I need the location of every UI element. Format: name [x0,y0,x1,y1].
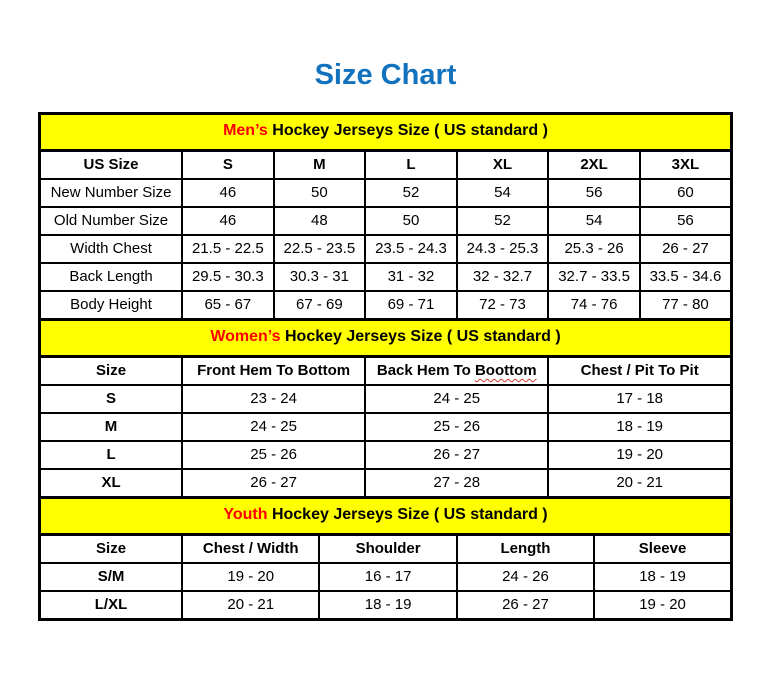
mens-row-1-cell-6: 56 [640,207,732,235]
mens-row-4-cell-6: 77 - 80 [640,291,732,320]
mens-row-1-cell-4: 52 [457,207,549,235]
womens-row-1-label: M [40,413,183,441]
womens-col-header-1: Front Hem To Bottom [182,356,365,385]
mens-row-0-cell-5: 56 [548,179,640,207]
mens-row-3-cell-1: 29.5 - 30.3 [182,263,274,291]
mens-row-4-cell-3: 69 - 71 [365,291,457,320]
youth-section-band [40,497,732,534]
youth-col-header-4: Sleeve [594,534,731,563]
womens-col-header-0: Size [40,356,183,385]
youth-row-1-cell-4: 19 - 20 [594,591,731,620]
youth-row-0-label: S/M [40,563,183,591]
mens-row-2-cell-5: 25.3 - 26 [548,235,640,263]
youth-col-header-3: Length [457,534,594,563]
youth-section-title [40,497,732,534]
womens-row-1 [40,413,732,441]
womens-section-title-highlight: Women’s [210,328,281,346]
womens-row-3-label: XL [40,469,183,498]
youth-row-1-label: L/XL [40,591,183,620]
youth-row-0 [40,563,732,591]
mens-section-title-rest: Hockey Jerseys Size ( US standard ) [267,122,548,140]
youth-col-header-1: Chest / Width [182,534,319,563]
mens-row-4-cell-4: 72 - 73 [457,291,549,320]
womens-col-header-3: Chest / Pit To Pit [548,356,731,385]
womens-row-3-cell-2: 27 - 28 [365,469,548,498]
mens-row-2-cell-4: 24.3 - 25.3 [457,235,549,263]
mens-col-header-3: L [365,150,457,179]
mens-table-body [40,179,732,320]
mens-section-band [40,113,732,150]
mens-size-table [38,112,733,321]
mens-row-1-cell-2: 48 [274,207,366,235]
youth-row-1 [40,591,732,620]
womens-row-1-cell-3: 18 - 19 [548,413,731,441]
mens-row-4-label: Body Height [40,291,183,320]
youth-row-0-cell-4: 18 - 19 [594,563,731,591]
mens-col-header-2: M [274,150,366,179]
mens-row-3-label: Back Length [40,263,183,291]
youth-col-header-0: Size [40,534,183,563]
mens-section-title [40,113,732,150]
youth-row-0-cell-1: 19 - 20 [182,563,319,591]
womens-row-0-label: S [40,385,183,413]
mens-row-0-label: New Number Size [40,179,183,207]
womens-row-2 [40,441,732,469]
womens-row-2-cell-1: 25 - 26 [182,441,365,469]
womens-row-1-cell-2: 25 - 26 [365,413,548,441]
womens-row-0-cell-3: 17 - 18 [548,385,731,413]
mens-row-2 [40,235,732,263]
womens-column-header-row [40,356,732,385]
mens-row-3-cell-5: 32.7 - 33.5 [548,263,640,291]
mens-row-3 [40,263,732,291]
youth-row-1-cell-3: 26 - 27 [457,591,594,620]
youth-row-1-cell-1: 20 - 21 [182,591,319,620]
womens-row-3 [40,469,732,498]
mens-section-title-highlight: Men’s [223,122,268,140]
misspelled-word: Boottom [474,362,537,380]
youth-section-title-highlight: Youth [223,506,268,524]
mens-row-2-cell-2: 22.5 - 23.5 [274,235,366,263]
mens-row-0-cell-1: 46 [182,179,274,207]
mens-row-3-cell-4: 32 - 32.7 [457,263,549,291]
mens-col-header-4: XL [457,150,549,179]
youth-row-1-cell-2: 18 - 19 [319,591,456,620]
mens-row-3-cell-2: 30.3 - 31 [274,263,366,291]
mens-row-1 [40,207,732,235]
womens-size-table [38,318,733,499]
womens-row-2-label: L [40,441,183,469]
mens-row-0-cell-3: 52 [365,179,457,207]
youth-row-0-cell-2: 16 - 17 [319,563,456,591]
mens-row-2-cell-3: 23.5 - 24.3 [365,235,457,263]
mens-col-header-5: 2XL [548,150,640,179]
womens-row-0-cell-2: 24 - 25 [365,385,548,413]
page-title: Size Chart [314,59,457,91]
mens-row-1-label: Old Number Size [40,207,183,235]
womens-section-band [40,319,732,356]
size-tables-container [38,112,733,621]
mens-row-2-label: Width Chest [40,235,183,263]
mens-row-4-cell-2: 67 - 69 [274,291,366,320]
youth-column-header-row [40,534,732,563]
mens-row-4-cell-5: 74 - 76 [548,291,640,320]
mens-row-1-cell-3: 50 [365,207,457,235]
mens-row-0-cell-6: 60 [640,179,732,207]
mens-row-4-cell-1: 65 - 67 [182,291,274,320]
mens-col-header-6: 3XL [640,150,732,179]
womens-row-1-cell-1: 24 - 25 [182,413,365,441]
womens-row-2-cell-3: 19 - 20 [548,441,731,469]
mens-row-4 [40,291,732,320]
youth-row-0-cell-3: 24 - 26 [457,563,594,591]
mens-column-header-row [40,150,732,179]
womens-table-body [40,385,732,498]
womens-row-2-cell-2: 26 - 27 [365,441,548,469]
mens-row-1-cell-1: 46 [182,207,274,235]
mens-row-0-cell-4: 54 [457,179,549,207]
womens-row-3-cell-3: 20 - 21 [548,469,731,498]
mens-row-3-cell-3: 31 - 32 [365,263,457,291]
womens-row-0 [40,385,732,413]
womens-row-0-cell-1: 23 - 24 [182,385,365,413]
mens-col-header-1: S [182,150,274,179]
mens-col-header-0: US Size [40,150,183,179]
youth-section-title-rest: Hockey Jerseys Size ( US standard ) [267,506,548,524]
mens-row-3-cell-6: 33.5 - 34.6 [640,263,732,291]
mens-row-2-cell-6: 26 - 27 [640,235,732,263]
womens-col-header-2: Back Hem To Boottom [365,356,548,385]
mens-row-1-cell-5: 54 [548,207,640,235]
youth-table-body [40,563,732,620]
mens-row-0-cell-2: 50 [274,179,366,207]
womens-row-3-cell-1: 26 - 27 [182,469,365,498]
womens-section-title-rest: Hockey Jerseys Size ( US standard ) [280,328,561,346]
youth-size-table [38,496,733,621]
mens-row-2-cell-1: 21.5 - 22.5 [182,235,274,263]
womens-section-title [40,319,732,356]
mens-row-0 [40,179,732,207]
youth-col-header-2: Shoulder [319,534,456,563]
